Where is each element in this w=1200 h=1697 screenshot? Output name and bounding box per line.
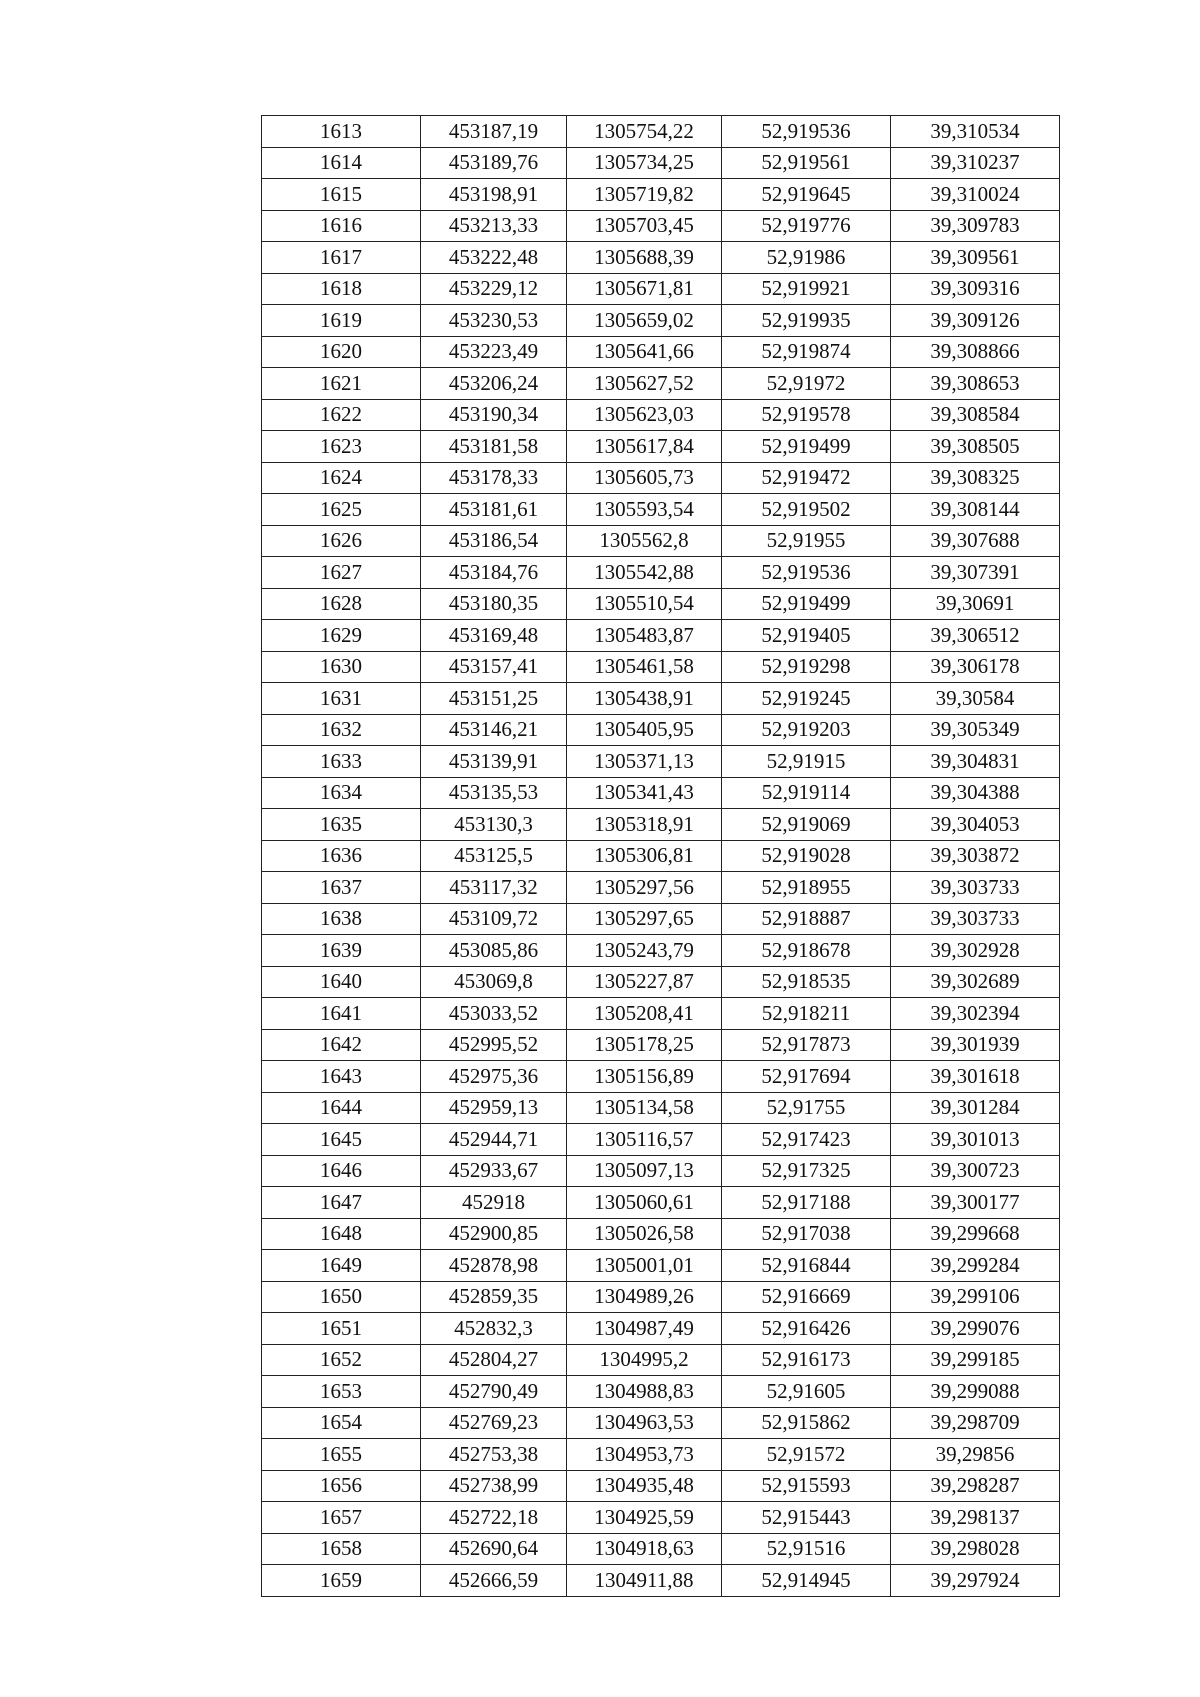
longitude-cell: 39,306512 (891, 620, 1060, 652)
point-number-cell: 1621 (262, 368, 421, 400)
y-coordinate-cell: 1305178,25 (567, 1029, 722, 1061)
x-coordinate-cell: 453206,24 (421, 368, 567, 400)
latitude-cell: 52,91986 (722, 242, 891, 274)
latitude-cell: 52,91605 (722, 1376, 891, 1408)
latitude-cell: 52,916844 (722, 1250, 891, 1282)
x-coordinate-cell: 453222,48 (421, 242, 567, 274)
longitude-cell: 39,303733 (891, 903, 1060, 935)
y-coordinate-cell: 1305627,52 (567, 368, 722, 400)
point-number-cell: 1656 (262, 1470, 421, 1502)
x-coordinate-cell: 452995,52 (421, 1029, 567, 1061)
longitude-cell: 39,299076 (891, 1313, 1060, 1345)
point-number-cell: 1630 (262, 651, 421, 683)
x-coordinate-cell: 452738,99 (421, 1470, 567, 1502)
x-coordinate-cell: 453178,33 (421, 462, 567, 494)
table-row (262, 368, 1060, 400)
x-coordinate-cell: 453184,76 (421, 557, 567, 589)
latitude-cell: 52,915443 (722, 1502, 891, 1534)
y-coordinate-cell: 1305542,88 (567, 557, 722, 589)
table-row (262, 1470, 1060, 1502)
x-coordinate-cell: 453139,91 (421, 746, 567, 778)
longitude-cell: 39,30691 (891, 588, 1060, 620)
longitude-cell: 39,297924 (891, 1565, 1060, 1597)
latitude-cell: 52,919499 (722, 431, 891, 463)
longitude-cell: 39,308144 (891, 494, 1060, 526)
table-row (262, 903, 1060, 935)
point-number-cell: 1648 (262, 1218, 421, 1250)
point-number-cell: 1644 (262, 1092, 421, 1124)
table-row (262, 1439, 1060, 1471)
point-number-cell: 1649 (262, 1250, 421, 1282)
longitude-cell: 39,308584 (891, 399, 1060, 431)
x-coordinate-cell: 453230,53 (421, 305, 567, 337)
latitude-cell: 52,919245 (722, 683, 891, 715)
x-coordinate-cell: 453223,49 (421, 336, 567, 368)
point-number-cell: 1643 (262, 1061, 421, 1093)
table-row (262, 336, 1060, 368)
longitude-cell: 39,304053 (891, 809, 1060, 841)
longitude-cell: 39,29856 (891, 1439, 1060, 1471)
latitude-cell: 52,919502 (722, 494, 891, 526)
point-number-cell: 1623 (262, 431, 421, 463)
longitude-cell: 39,30584 (891, 683, 1060, 715)
point-number-cell: 1650 (262, 1281, 421, 1313)
y-coordinate-cell: 1305754,22 (567, 116, 722, 148)
table-row (262, 494, 1060, 526)
point-number-cell: 1638 (262, 903, 421, 935)
latitude-cell: 52,917694 (722, 1061, 891, 1093)
table-row (262, 1029, 1060, 1061)
longitude-cell: 39,309316 (891, 273, 1060, 305)
y-coordinate-cell: 1304987,49 (567, 1313, 722, 1345)
y-coordinate-cell: 1305405,95 (567, 714, 722, 746)
point-number-cell: 1640 (262, 966, 421, 998)
table-row (262, 1313, 1060, 1345)
y-coordinate-cell: 1305026,58 (567, 1218, 722, 1250)
point-number-cell: 1651 (262, 1313, 421, 1345)
point-number-cell: 1619 (262, 305, 421, 337)
x-coordinate-cell: 453146,21 (421, 714, 567, 746)
y-coordinate-cell: 1305297,65 (567, 903, 722, 935)
point-number-cell: 1629 (262, 620, 421, 652)
point-number-cell: 1639 (262, 935, 421, 967)
table-row (262, 1376, 1060, 1408)
y-coordinate-cell: 1305227,87 (567, 966, 722, 998)
latitude-cell: 52,919203 (722, 714, 891, 746)
longitude-cell: 39,303872 (891, 840, 1060, 872)
latitude-cell: 52,917325 (722, 1155, 891, 1187)
y-coordinate-cell: 1305641,66 (567, 336, 722, 368)
x-coordinate-cell: 453180,35 (421, 588, 567, 620)
y-coordinate-cell: 1305483,87 (567, 620, 722, 652)
x-coordinate-cell: 453033,52 (421, 998, 567, 1030)
y-coordinate-cell: 1304925,59 (567, 1502, 722, 1534)
latitude-cell: 52,915862 (722, 1407, 891, 1439)
x-coordinate-cell: 453198,91 (421, 179, 567, 211)
x-coordinate-cell: 452944,71 (421, 1124, 567, 1156)
longitude-cell: 39,308325 (891, 462, 1060, 494)
latitude-cell: 52,918887 (722, 903, 891, 935)
y-coordinate-cell: 1305438,91 (567, 683, 722, 715)
latitude-cell: 52,91972 (722, 368, 891, 400)
y-coordinate-cell: 1305371,13 (567, 746, 722, 778)
x-coordinate-cell: 452975,36 (421, 1061, 567, 1093)
y-coordinate-cell: 1305341,43 (567, 777, 722, 809)
longitude-cell: 39,299106 (891, 1281, 1060, 1313)
table-row (262, 525, 1060, 557)
latitude-cell: 52,919114 (722, 777, 891, 809)
point-number-cell: 1632 (262, 714, 421, 746)
table-row (262, 1218, 1060, 1250)
x-coordinate-cell: 452900,85 (421, 1218, 567, 1250)
latitude-cell: 52,91755 (722, 1092, 891, 1124)
table-row (262, 431, 1060, 463)
longitude-cell: 39,304831 (891, 746, 1060, 778)
x-coordinate-cell: 452690,64 (421, 1533, 567, 1565)
point-number-cell: 1647 (262, 1187, 421, 1219)
point-number-cell: 1626 (262, 525, 421, 557)
table-row (262, 399, 1060, 431)
table-row (262, 588, 1060, 620)
latitude-cell: 52,919069 (722, 809, 891, 841)
x-coordinate-cell: 452918 (421, 1187, 567, 1219)
longitude-cell: 39,302689 (891, 966, 1060, 998)
x-coordinate-cell: 453109,72 (421, 903, 567, 935)
x-coordinate-cell: 453181,58 (421, 431, 567, 463)
latitude-cell: 52,91572 (722, 1439, 891, 1471)
y-coordinate-cell: 1304911,88 (567, 1565, 722, 1597)
latitude-cell: 52,919536 (722, 116, 891, 148)
table-row (262, 1502, 1060, 1534)
y-coordinate-cell: 1305605,73 (567, 462, 722, 494)
latitude-cell: 52,919028 (722, 840, 891, 872)
latitude-cell: 52,917873 (722, 1029, 891, 1061)
latitude-cell: 52,918678 (722, 935, 891, 967)
latitude-cell: 52,916669 (722, 1281, 891, 1313)
longitude-cell: 39,304388 (891, 777, 1060, 809)
table-row (262, 1155, 1060, 1187)
y-coordinate-cell: 1305562,8 (567, 525, 722, 557)
table-row (262, 1344, 1060, 1376)
latitude-cell: 52,915593 (722, 1470, 891, 1502)
point-number-cell: 1657 (262, 1502, 421, 1534)
point-number-cell: 1658 (262, 1533, 421, 1565)
x-coordinate-cell: 453069,8 (421, 966, 567, 998)
point-number-cell: 1641 (262, 998, 421, 1030)
table-row (262, 1250, 1060, 1282)
table-row (262, 777, 1060, 809)
latitude-cell: 52,919578 (722, 399, 891, 431)
y-coordinate-cell: 1305306,81 (567, 840, 722, 872)
x-coordinate-cell: 452753,38 (421, 1439, 567, 1471)
point-number-cell: 1614 (262, 147, 421, 179)
table-row (262, 147, 1060, 179)
latitude-cell: 52,919935 (722, 305, 891, 337)
latitude-cell: 52,917038 (722, 1218, 891, 1250)
point-number-cell: 1617 (262, 242, 421, 274)
y-coordinate-cell: 1305116,57 (567, 1124, 722, 1156)
latitude-cell: 52,919472 (722, 462, 891, 494)
latitude-cell: 52,918211 (722, 998, 891, 1030)
point-number-cell: 1642 (262, 1029, 421, 1061)
x-coordinate-cell: 453130,3 (421, 809, 567, 841)
table-row (262, 966, 1060, 998)
table-row (262, 840, 1060, 872)
longitude-cell: 39,310024 (891, 179, 1060, 211)
longitude-cell: 39,299088 (891, 1376, 1060, 1408)
table-row (262, 620, 1060, 652)
point-number-cell: 1652 (262, 1344, 421, 1376)
longitude-cell: 39,298137 (891, 1502, 1060, 1534)
x-coordinate-cell: 453085,86 (421, 935, 567, 967)
point-number-cell: 1625 (262, 494, 421, 526)
x-coordinate-cell: 453189,76 (421, 147, 567, 179)
latitude-cell: 52,919561 (722, 147, 891, 179)
latitude-cell: 52,918955 (722, 872, 891, 904)
y-coordinate-cell: 1305208,41 (567, 998, 722, 1030)
x-coordinate-cell: 453186,54 (421, 525, 567, 557)
longitude-cell: 39,301284 (891, 1092, 1060, 1124)
y-coordinate-cell: 1305671,81 (567, 273, 722, 305)
longitude-cell: 39,298287 (891, 1470, 1060, 1502)
y-coordinate-cell: 1305623,03 (567, 399, 722, 431)
longitude-cell: 39,308866 (891, 336, 1060, 368)
x-coordinate-cell: 452790,49 (421, 1376, 567, 1408)
table-row (262, 1533, 1060, 1565)
point-number-cell: 1655 (262, 1439, 421, 1471)
point-number-cell: 1659 (262, 1565, 421, 1597)
x-coordinate-cell: 453169,48 (421, 620, 567, 652)
table-row (262, 179, 1060, 211)
y-coordinate-cell: 1305060,61 (567, 1187, 722, 1219)
longitude-cell: 39,301939 (891, 1029, 1060, 1061)
y-coordinate-cell: 1305297,56 (567, 872, 722, 904)
table-row (262, 809, 1060, 841)
x-coordinate-cell: 453125,5 (421, 840, 567, 872)
x-coordinate-cell: 453181,61 (421, 494, 567, 526)
y-coordinate-cell: 1304963,53 (567, 1407, 722, 1439)
point-number-cell: 1634 (262, 777, 421, 809)
x-coordinate-cell: 452878,98 (421, 1250, 567, 1282)
coordinates-table-body (262, 116, 1060, 1597)
point-number-cell: 1654 (262, 1407, 421, 1439)
latitude-cell: 52,919776 (722, 210, 891, 242)
longitude-cell: 39,308653 (891, 368, 1060, 400)
longitude-cell: 39,301618 (891, 1061, 1060, 1093)
table-row (262, 1565, 1060, 1597)
x-coordinate-cell: 453117,32 (421, 872, 567, 904)
x-coordinate-cell: 452959,13 (421, 1092, 567, 1124)
table-row (262, 305, 1060, 337)
point-number-cell: 1628 (262, 588, 421, 620)
table-row (262, 998, 1060, 1030)
point-number-cell: 1627 (262, 557, 421, 589)
y-coordinate-cell: 1305719,82 (567, 179, 722, 211)
longitude-cell: 39,301013 (891, 1124, 1060, 1156)
longitude-cell: 39,299284 (891, 1250, 1060, 1282)
table-row (262, 1281, 1060, 1313)
latitude-cell: 52,919645 (722, 179, 891, 211)
latitude-cell: 52,91955 (722, 525, 891, 557)
point-number-cell: 1636 (262, 840, 421, 872)
point-number-cell: 1618 (262, 273, 421, 305)
x-coordinate-cell: 453135,53 (421, 777, 567, 809)
latitude-cell: 52,918535 (722, 966, 891, 998)
x-coordinate-cell: 453187,19 (421, 116, 567, 148)
x-coordinate-cell: 452832,3 (421, 1313, 567, 1345)
longitude-cell: 39,298709 (891, 1407, 1060, 1439)
point-number-cell: 1631 (262, 683, 421, 715)
latitude-cell: 52,919405 (722, 620, 891, 652)
latitude-cell: 52,919874 (722, 336, 891, 368)
latitude-cell: 52,919536 (722, 557, 891, 589)
x-coordinate-cell: 452666,59 (421, 1565, 567, 1597)
point-number-cell: 1615 (262, 179, 421, 211)
x-coordinate-cell: 453213,33 (421, 210, 567, 242)
table-row (262, 273, 1060, 305)
longitude-cell: 39,310534 (891, 116, 1060, 148)
y-coordinate-cell: 1305461,58 (567, 651, 722, 683)
longitude-cell: 39,299668 (891, 1218, 1060, 1250)
coordinates-table (261, 115, 1060, 1597)
y-coordinate-cell: 1304989,26 (567, 1281, 722, 1313)
longitude-cell: 39,306178 (891, 651, 1060, 683)
table-row (262, 557, 1060, 589)
longitude-cell: 39,305349 (891, 714, 1060, 746)
y-coordinate-cell: 1305097,13 (567, 1155, 722, 1187)
y-coordinate-cell: 1304953,73 (567, 1439, 722, 1471)
y-coordinate-cell: 1304918,63 (567, 1533, 722, 1565)
table-row (262, 746, 1060, 778)
point-number-cell: 1633 (262, 746, 421, 778)
latitude-cell: 52,919921 (722, 273, 891, 305)
y-coordinate-cell: 1304988,83 (567, 1376, 722, 1408)
table-row (262, 1124, 1060, 1156)
latitude-cell: 52,914945 (722, 1565, 891, 1597)
latitude-cell: 52,917188 (722, 1187, 891, 1219)
longitude-cell: 39,300177 (891, 1187, 1060, 1219)
point-number-cell: 1635 (262, 809, 421, 841)
x-coordinate-cell: 452722,18 (421, 1502, 567, 1534)
table-row (262, 1092, 1060, 1124)
y-coordinate-cell: 1305703,45 (567, 210, 722, 242)
y-coordinate-cell: 1305156,89 (567, 1061, 722, 1093)
x-coordinate-cell: 453157,41 (421, 651, 567, 683)
table-row (262, 1061, 1060, 1093)
latitude-cell: 52,919298 (722, 651, 891, 683)
longitude-cell: 39,302928 (891, 935, 1060, 967)
point-number-cell: 1645 (262, 1124, 421, 1156)
point-number-cell: 1646 (262, 1155, 421, 1187)
table-row (262, 1187, 1060, 1219)
table-row (262, 683, 1060, 715)
table-row (262, 935, 1060, 967)
point-number-cell: 1624 (262, 462, 421, 494)
latitude-cell: 52,91516 (722, 1533, 891, 1565)
point-number-cell: 1616 (262, 210, 421, 242)
longitude-cell: 39,307688 (891, 525, 1060, 557)
latitude-cell: 52,917423 (722, 1124, 891, 1156)
x-coordinate-cell: 453229,12 (421, 273, 567, 305)
table-row (262, 1407, 1060, 1439)
latitude-cell: 52,916426 (722, 1313, 891, 1345)
longitude-cell: 39,300723 (891, 1155, 1060, 1187)
longitude-cell: 39,309783 (891, 210, 1060, 242)
y-coordinate-cell: 1305617,84 (567, 431, 722, 463)
y-coordinate-cell: 1305659,02 (567, 305, 722, 337)
x-coordinate-cell: 452933,67 (421, 1155, 567, 1187)
y-coordinate-cell: 1304935,48 (567, 1470, 722, 1502)
table-row (262, 242, 1060, 274)
point-number-cell: 1653 (262, 1376, 421, 1408)
y-coordinate-cell: 1304995,2 (567, 1344, 722, 1376)
table-row (262, 872, 1060, 904)
point-number-cell: 1620 (262, 336, 421, 368)
latitude-cell: 52,916173 (722, 1344, 891, 1376)
longitude-cell: 39,310237 (891, 147, 1060, 179)
point-number-cell: 1637 (262, 872, 421, 904)
table-row (262, 462, 1060, 494)
y-coordinate-cell: 1305510,54 (567, 588, 722, 620)
latitude-cell: 52,919499 (722, 588, 891, 620)
longitude-cell: 39,298028 (891, 1533, 1060, 1565)
x-coordinate-cell: 452859,35 (421, 1281, 567, 1313)
longitude-cell: 39,309561 (891, 242, 1060, 274)
longitude-cell: 39,308505 (891, 431, 1060, 463)
longitude-cell: 39,302394 (891, 998, 1060, 1030)
longitude-cell: 39,307391 (891, 557, 1060, 589)
x-coordinate-cell: 453151,25 (421, 683, 567, 715)
x-coordinate-cell: 452769,23 (421, 1407, 567, 1439)
longitude-cell: 39,303733 (891, 872, 1060, 904)
point-number-cell: 1622 (262, 399, 421, 431)
y-coordinate-cell: 1305001,01 (567, 1250, 722, 1282)
y-coordinate-cell: 1305318,91 (567, 809, 722, 841)
table-row (262, 116, 1060, 148)
y-coordinate-cell: 1305734,25 (567, 147, 722, 179)
point-number-cell: 1613 (262, 116, 421, 148)
table-row (262, 210, 1060, 242)
y-coordinate-cell: 1305134,58 (567, 1092, 722, 1124)
x-coordinate-cell: 452804,27 (421, 1344, 567, 1376)
longitude-cell: 39,299185 (891, 1344, 1060, 1376)
table-row (262, 651, 1060, 683)
x-coordinate-cell: 453190,34 (421, 399, 567, 431)
y-coordinate-cell: 1305243,79 (567, 935, 722, 967)
longitude-cell: 39,309126 (891, 305, 1060, 337)
y-coordinate-cell: 1305688,39 (567, 242, 722, 274)
latitude-cell: 52,91915 (722, 746, 891, 778)
table-row (262, 714, 1060, 746)
y-coordinate-cell: 1305593,54 (567, 494, 722, 526)
